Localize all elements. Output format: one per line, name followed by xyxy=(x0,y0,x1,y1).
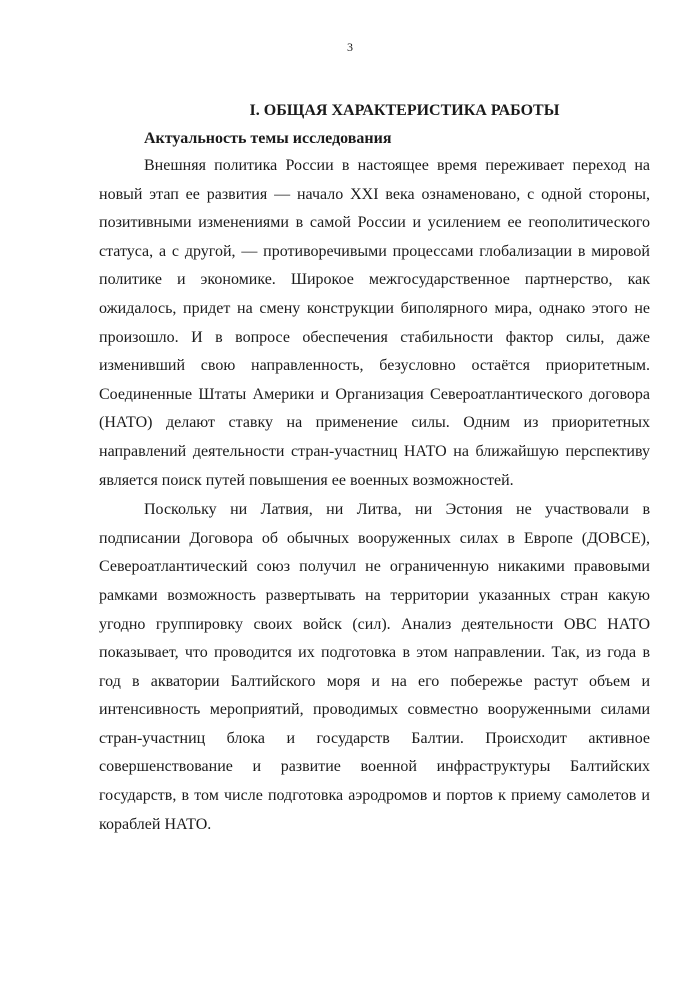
page-number: 3 xyxy=(347,40,353,54)
paragraph: Внешняя политика России в настоящее время переживает переход на новый этап ее развития — начало XXI века ознаменовано, с одной стороны, позитивными изменениями в самой России и усилением ее геополитического статуса, а с другой, — противоречивыми процессами глобализации в мировой политике и экономике. Широкое межгосударственное партнерство, как ожидалось, придет на смену конструкции биполярного мира, однако этого не произошло. И в вопросе обеспечения стабильности фактор силы, даже изменивший свою направленность, безусловно остаётся приоритетным. Соединенные Штаты Америки и Организация Североатлантического договора (НАТО) делают ставку на применение силы. Одним из приоритетных направлений деятельности стран-участниц НАТО на ближайшую перспективу является поиск путей повышения ее военных возможностей. xyxy=(99,157,650,489)
section-heading: I. ОБЩАЯ ХАРАКТЕРИСТИКА РАБОТЫ xyxy=(249,102,560,119)
document-body xyxy=(99,97,650,840)
paragraph: Поскольку ни Латвия, ни Литва, ни Эстония не участвовали в подписании Договора об обычных вооруженных силах в Европе (ДОВСЕ), Североатлантический союз получил не ограниченную никакими правовыми рамками возможность развертывать на территории указанных стран какую угодно группировку своих войск (сил). Анализ деятельности ОВС НАТО показывает, что проводится их подготовка в этом направлении. Так, из года в год в акватории Балтийского моря и на его побережье растут объем и интенсивность мероприятий, проводимых совместно вооруженными силами стран-участниц блока и государств Балтии. Происходит активное совершенствование и развитие военной инфраструктуры Балтийских государств, в том числе подготовка аэродромов и портов к приему самолетов и кораблей НАТО. xyxy=(99,501,650,833)
subheading: Актуальность темы исследования xyxy=(144,130,392,147)
